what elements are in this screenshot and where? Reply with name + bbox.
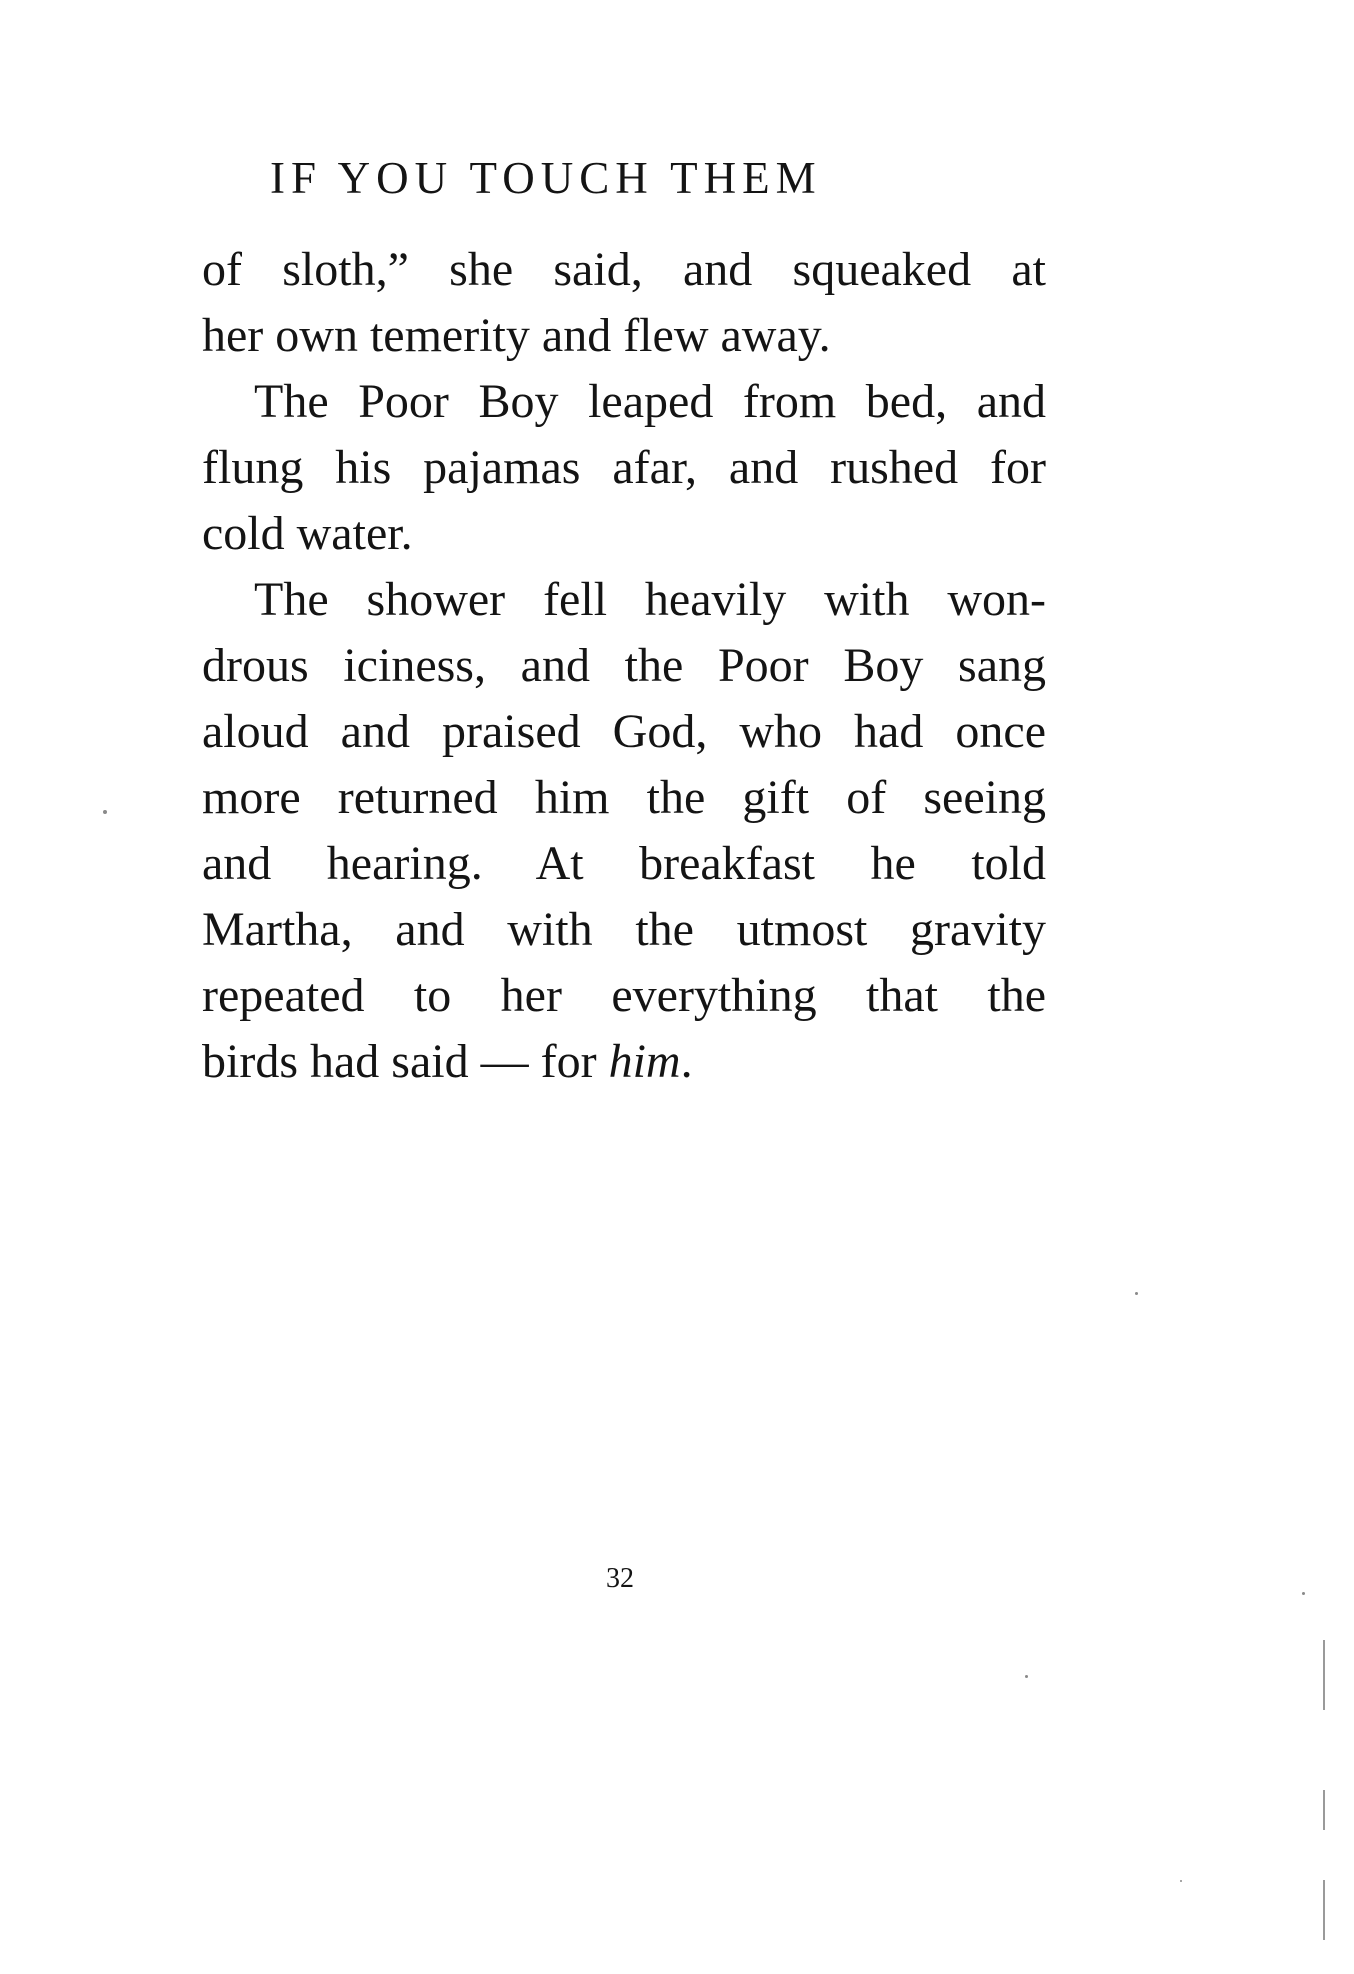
text-line-final bbox=[202, 1029, 1046, 1095]
text-line: The Poor Boy leaped from bed, and bbox=[254, 375, 1046, 428]
running-head: IF YOU TOUCH THEM bbox=[270, 153, 822, 203]
text-line: drous iciness, and the Poor Boy sang bbox=[202, 639, 1046, 692]
final-line-suffix: . bbox=[680, 1035, 693, 1088]
scan-speck bbox=[103, 810, 107, 814]
text-line: aloud and praised God, who had once bbox=[202, 705, 1046, 758]
text-line: her own temerity and flew away. bbox=[202, 309, 831, 362]
body-text bbox=[202, 237, 1046, 1095]
text-line: The shower fell heavily with won- bbox=[254, 573, 1046, 626]
scan-speck bbox=[1180, 1880, 1182, 1882]
text-line: Martha, and with the utmost gravity bbox=[202, 903, 1046, 956]
scan-edge-mark bbox=[1323, 1640, 1325, 1710]
page-number: 32 bbox=[606, 1563, 634, 1594]
text-line: cold water. bbox=[202, 507, 413, 560]
text-line: more returned him the gift of seeing bbox=[202, 771, 1046, 824]
final-line-prefix: birds had said — for bbox=[202, 1035, 609, 1088]
scan-speck bbox=[1135, 1292, 1138, 1295]
scan-speck bbox=[1302, 1592, 1305, 1595]
text-line: of sloth,” she said, and squeaked at bbox=[202, 243, 1046, 296]
text-line: and hearing. At breakfast he told bbox=[202, 837, 1046, 890]
scan-speck bbox=[1025, 1675, 1028, 1678]
scan-edge-mark bbox=[1323, 1880, 1325, 1940]
text-line: flung his pajamas afar, and rushed for bbox=[202, 441, 1046, 494]
emphasis-word: him bbox=[608, 1035, 681, 1088]
text-line: repeated to her everything that the bbox=[202, 969, 1046, 1022]
scan-edge-mark bbox=[1323, 1790, 1325, 1830]
